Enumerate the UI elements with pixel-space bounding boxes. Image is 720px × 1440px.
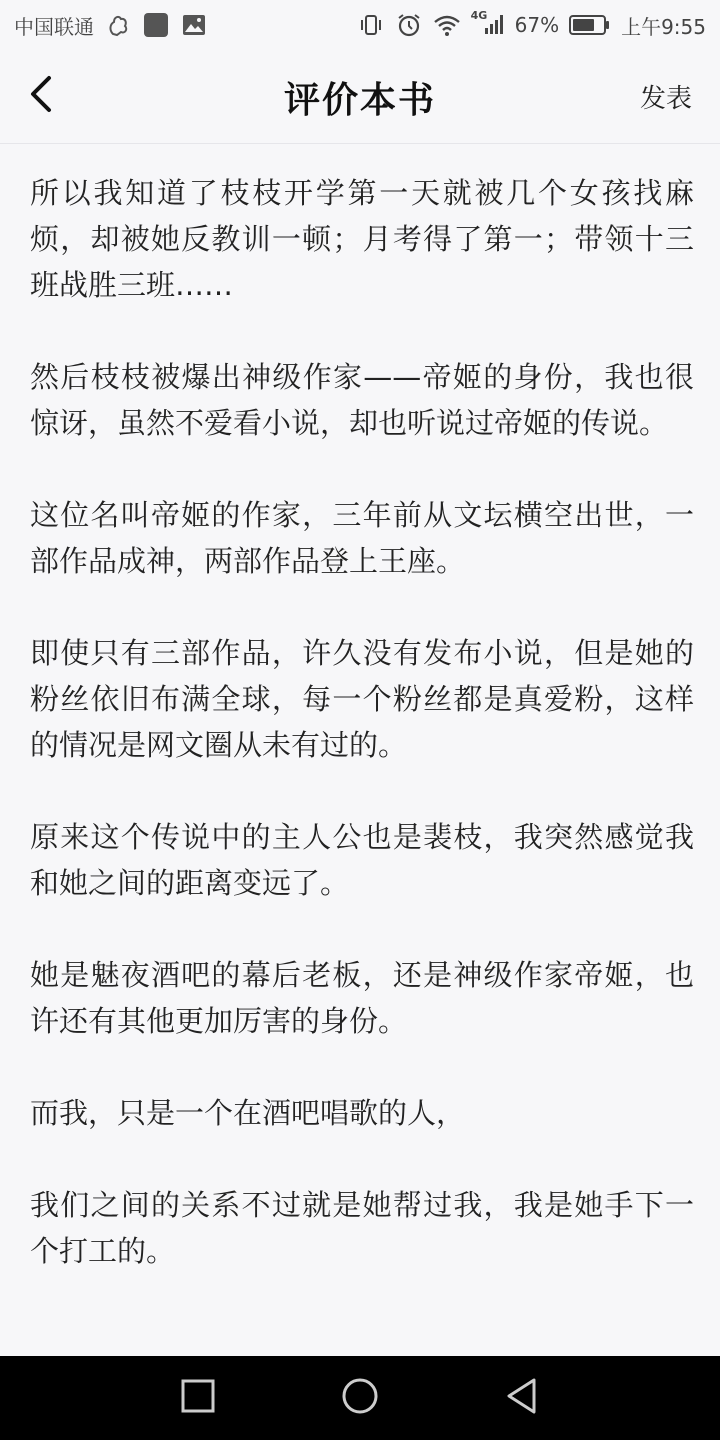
app-header (0, 50, 720, 144)
image-icon (180, 11, 208, 39)
home-button[interactable] (338, 1376, 382, 1420)
vibrate-icon (357, 11, 385, 39)
back-icon (504, 1377, 540, 1419)
paragraph: 她是魅夜酒吧的幕后老板，还是神级作家帝姬，也许还有其他更加厉害的身份。 (30, 958, 694, 1038)
paragraph: 而我，只是一个在酒吧唱歌的人， (30, 1096, 466, 1130)
page-title: 评价本书 (283, 80, 436, 121)
recent-apps-icon (180, 1378, 216, 1418)
carrier-name: 中国联通 (14, 14, 94, 39)
battery-percent: 67% (514, 13, 560, 37)
paragraph: 我们之间的关系不过就是她帮过我，我是她手下一个打工的。 (30, 1188, 694, 1268)
system-nav-bar (0, 1356, 720, 1440)
gesture-icon (104, 11, 132, 39)
recent-apps-button[interactable] (176, 1376, 220, 1420)
paragraph: 然后枝枝被爆出神级作家——帝姬的身份，我也很惊讶，虽然不爱看小说，却也听说过帝姬的传说。 (30, 360, 694, 440)
app-square-icon (142, 11, 170, 39)
paragraph: 即使只有三部作品，许久没有发布小说，但是她的粉丝依旧布满全球，每一个粉丝都是真爱粉，这样的情况是网文圈从未有过的。 (30, 636, 694, 762)
publish-button[interactable]: 发表 (639, 84, 692, 114)
review-text-area[interactable] (30, 170, 694, 1330)
signal-icon (471, 11, 505, 39)
network-type: 4G (470, 9, 488, 22)
alarm-icon (395, 11, 423, 39)
battery-icon (569, 11, 611, 39)
paragraph: 所以我知道了枝枝开学第一天就被几个女孩找麻烦，却被她反教训一顿；月考得了第一；带领十三班战胜三班…… (30, 176, 694, 302)
status-right (357, 11, 706, 40)
wifi-icon (433, 11, 461, 39)
paragraph: 这位名叫帝姬的作家，三年前从文坛横空出世，一部作品成神，两部作品登上王座。 (30, 498, 694, 578)
paragraph: 原来这个传说中的主人公也是裴枝，我突然感觉我和她之间的距离变远了。 (30, 820, 694, 900)
nav-back-button[interactable] (500, 1376, 544, 1420)
status-left (14, 11, 208, 40)
home-icon (340, 1376, 380, 1420)
clock: 上午9:55 (621, 14, 706, 39)
status-bar (0, 0, 720, 50)
